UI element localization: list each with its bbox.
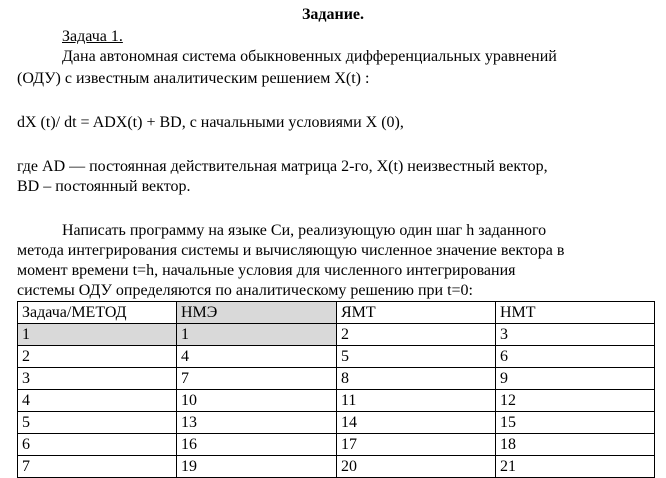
table-row (18, 324, 655, 346)
table-cell: 12 (496, 390, 655, 412)
table-cell: 3 (496, 324, 655, 346)
table-cell: 5 (337, 346, 496, 368)
task-description-line: момент времени t=h, начальные условия для численного интегрирования (17, 262, 516, 279)
table-cell: 7 (18, 456, 177, 478)
table-cell: 1 (177, 324, 337, 346)
table-cell: 11 (337, 390, 496, 412)
table-row (18, 412, 655, 434)
table-cell: 1 (18, 324, 177, 346)
definition-line: где AD — постоянная действительная матрица 2-го, X(t) неизвестный вектор, (17, 158, 548, 175)
table-cell: 7 (177, 368, 337, 390)
table-row (18, 346, 655, 368)
table-cell: 8 (337, 368, 496, 390)
paragraph-line: (ОДУ) с известным аналитическим решением X(t) : (17, 70, 370, 87)
task-description-line: Написать программу на языке Си, реализующую один шаг h заданного (62, 222, 547, 239)
table-cell: 15 (496, 412, 655, 434)
paragraph-line: Дана автономная система обыкновенных дифференциальных уравнений (62, 48, 557, 65)
task-label: Задача 1. (62, 28, 123, 45)
table-header-row (18, 302, 655, 324)
table-row (18, 456, 655, 478)
table-row (18, 390, 655, 412)
table-cell: 2 (18, 346, 177, 368)
definition-line: BD – постоянный вектор. (17, 178, 191, 195)
equation-line: dX (t)/ dt = ADX(t) + BD, с начальными условиями X (0), (17, 114, 404, 131)
table-cell: 16 (177, 434, 337, 456)
table-cell: 5 (18, 412, 177, 434)
table-cell: 21 (496, 456, 655, 478)
table-cell: 20 (337, 456, 496, 478)
table-cell: 4 (18, 390, 177, 412)
table-cell: 2 (337, 324, 496, 346)
table-cell: 6 (496, 346, 655, 368)
table-header-cell: Задача/МЕТОД (18, 302, 177, 324)
table-row (18, 368, 655, 390)
table-header-cell: ЯМТ (337, 302, 496, 324)
task-description-line: системы ОДУ определяются по аналитическому решению при t=0: (17, 282, 473, 299)
table-row (18, 434, 655, 456)
table-cell: 17 (337, 434, 496, 456)
table-cell: 3 (18, 368, 177, 390)
table-cell: 18 (496, 434, 655, 456)
table-cell: 10 (177, 390, 337, 412)
document-heading: Задание. (301, 6, 365, 23)
task-description-line: метода интегрирования системы и вычисляющую численное значение вектора в (17, 242, 565, 259)
table-cell: 13 (177, 412, 337, 434)
variant-table (17, 301, 655, 478)
table-cell: 9 (496, 368, 655, 390)
table-cell: 14 (337, 412, 496, 434)
table-cell: 6 (18, 434, 177, 456)
table-header-cell: НМТ (496, 302, 655, 324)
table-cell: 4 (177, 346, 337, 368)
table-header-cell: НМЭ (177, 302, 337, 324)
table-cell: 19 (177, 456, 337, 478)
